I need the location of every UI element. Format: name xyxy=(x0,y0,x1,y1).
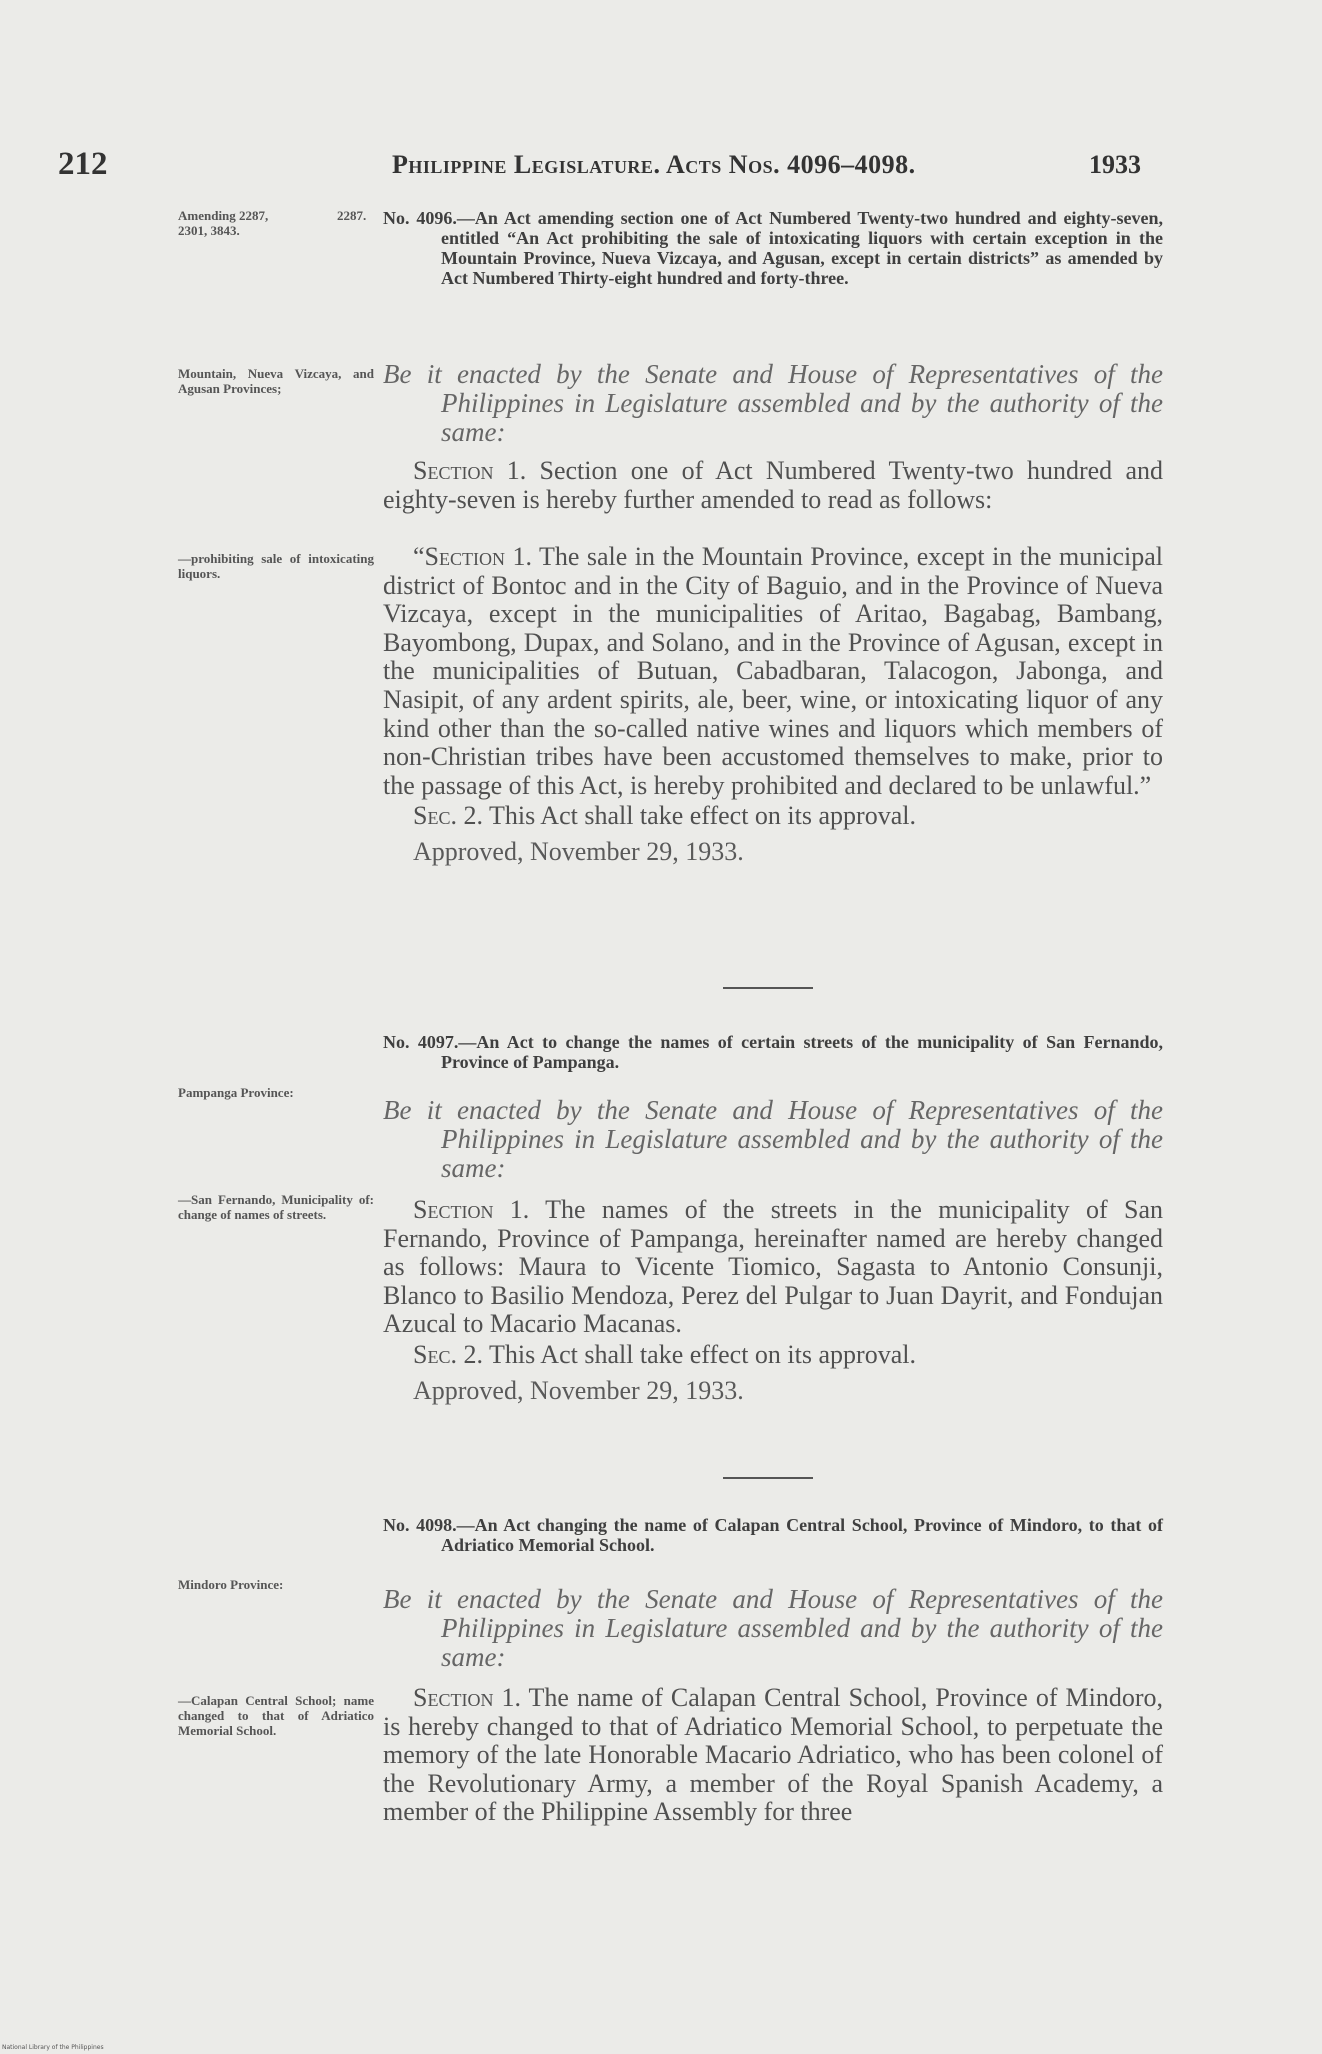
enacting-clause: Be it enacted by the Senate and House of Representatives of the Philippines in Legislature assembled and by the authority of the same: xyxy=(383,359,1163,447)
section-text: 2. This Act shall take effect on its approval. xyxy=(456,801,916,831)
section-text: 1. The names of the streets in the municipality of San Fernando, Province of Pampanga, hereinafter named are hereby changed as follows: Maura to Vicente Tiomico, Sagasta to Antonio Consunji, Blanco to Basilio Mendoza, Perez del Pulgar to Juan Dayrit, and Fondujan Azucal to Macario Macanas. xyxy=(383,1195,1163,1339)
act-4097-enacting xyxy=(383,1096,1163,1183)
scan-footer: National Library of the Philippines xyxy=(2,2044,104,2051)
act-4097-title: No. 4097.—An Act to change the names of certain streets of the municipality of San Fernando, Province of Pampanga. xyxy=(383,1032,1163,1072)
act-4097-body xyxy=(383,1196,1163,1406)
page-number: 212 xyxy=(58,146,108,182)
section-text: 1. Section one of Act Numbered Twenty-two hundred and eighty-seven is hereby further amended to read as follows: xyxy=(383,456,1163,514)
act-4098-title-block xyxy=(383,1515,1163,1555)
section-1 xyxy=(383,457,1163,514)
section-text: 1. The sale in the Mountain Province, except in the municipal district of Bontoc and in the City of Baguio, and in the Province of Nueva Vizcaya, except in the municipalities of Aritao, Bagabag, Bambang, Bayombong, Dupax, and Solano, and in the Province of Agusan, except in the municipalities of Butuan, Cabadbaran, Talacogon, Jabonga, and Nasipit, of any ardent spirits, ale, beer, wine, or intoxicating liquor of any kind other than the so-called native wines and liquors which members of non-Christian tribes have been accustomed themselves to make, prior to the passage of this Act, is hereby prohibited and declared to be unlawful.” xyxy=(383,542,1163,800)
approved-date: Approved, November 29, 1933. xyxy=(413,1375,744,1405)
running-head: Philippine Legislature. Acts Nos. 4096–4098. xyxy=(392,150,916,179)
section-text: 1. The name of Calapan Central School, Province of Mindoro, is hereby changed to that of Adriatico Memorial School, to perpetuate the memory of the late Honorable Macario Adriatico, who has been colonel of the Revolutionary Army, a member of the Royal Spanish Academy, a member of the Philippine Assembly for three xyxy=(383,1683,1163,1827)
section-1 xyxy=(383,1684,1163,1827)
section-label: Section xyxy=(413,1195,494,1224)
section-2 xyxy=(383,802,1163,831)
margin-ref-2287: 2287. xyxy=(337,208,367,223)
act-4098-title: No. 4098.—An Act changing the name of Calapan Central School, Province of Mindoro, to that of Adriatico Memorial School. xyxy=(383,1515,1163,1555)
section-divider xyxy=(723,987,813,989)
margin-note-prohibiting: —prohibiting sale of intoxicating liquors. xyxy=(178,551,374,581)
section-label: Section xyxy=(413,456,494,485)
act-4098-body xyxy=(383,1684,1163,1827)
section-label: Sec. xyxy=(413,801,457,831)
quoted-section xyxy=(383,543,1163,800)
act-4096-enacting xyxy=(383,360,1163,447)
act-4097-title-block xyxy=(383,1032,1163,1072)
section-label: Sec. xyxy=(413,1339,457,1369)
section-text: 2. This Act shall take effect on its approval. xyxy=(456,1339,916,1369)
enacting-clause: Be it enacted by the Senate and House of Representatives of the Philippines in Legislature assembled and by the authority of the same: xyxy=(383,1584,1163,1672)
act-4096-title-block xyxy=(383,208,1163,288)
page-header xyxy=(0,146,1322,186)
act-4096-title: No. 4096.—An Act amending section one of Act Numbered Twenty-two hundred and eighty-seven, entitled “An Act prohibiting the sale of intoxicating liquors with certain exception in the Mountain Province, Nueva Vizcaya, and Agusan, except in certain districts” as amended by Act Numbered Thirty-eight hundred and forty-three. xyxy=(383,208,1163,288)
section-1 xyxy=(383,1196,1163,1339)
running-head-year: 1933 xyxy=(1089,150,1141,179)
act-4098-enacting xyxy=(383,1585,1163,1672)
section-divider xyxy=(723,1477,813,1479)
section-label: Section xyxy=(413,1683,494,1712)
margin-note-san-fernando: —San Fernando, Municipality of: change of names of streets. xyxy=(178,1192,374,1222)
margin-note-amending: Amending 2287, 2301, 3843. xyxy=(178,208,269,238)
margin-note-pampanga: Pampanga Province: xyxy=(178,1085,294,1100)
section-2 xyxy=(383,1341,1163,1370)
margin-note-provinces: Mountain, Nueva Vizcaya, and Agusan Provinces; xyxy=(178,366,374,396)
act-4096-body xyxy=(383,457,1163,514)
approved-date: Approved, November 29, 1933. xyxy=(413,836,744,866)
margin-note-calapan: —Calapan Central School; name changed to that of Adriatico Memorial School. xyxy=(178,1693,374,1738)
margin-note-mindoro: Mindoro Province: xyxy=(178,1577,284,1592)
act-4096-quoted xyxy=(383,543,1163,867)
enacting-clause: Be it enacted by the Senate and House of Representatives of the Philippines in Legislature assembled and by the authority of the same: xyxy=(383,1095,1163,1183)
section-label: “Section xyxy=(413,542,505,571)
